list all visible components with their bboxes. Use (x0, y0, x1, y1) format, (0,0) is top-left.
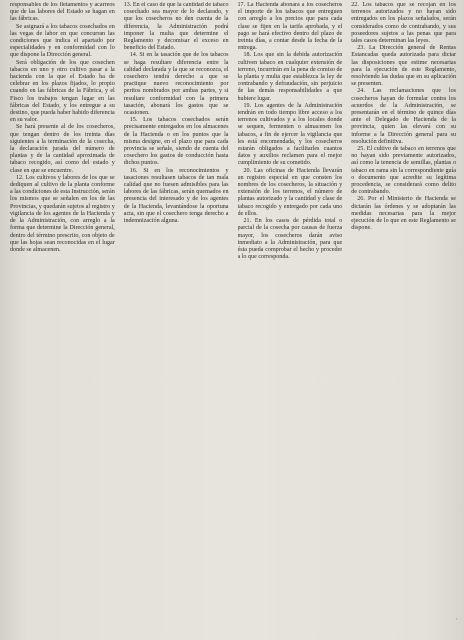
paragraph: Se hará presente al de los cosecheros, que tengan dentro de los treinta días siguientes a la terminación de la cosecha, la declaración jurada del número de plantas y de la cantidad aproximada de tabaco recogido, así como del estado y clase en que se encuentre. (10, 124, 115, 174)
paragraph: 16. Si en los reconocimientos y tasaciones resultasen tabacos de tan mala calidad que no fuesen admisibles para las labores de las fábricas, serán quemados en presencia del interesado y de los agentes de la Hacienda, levantándose la oportuna acta, sin que el cosechero tenga derecho a indemnización alguna. (123, 167, 229, 225)
paragraph: 26. Por el Ministerio de Hacienda se dictarán las órdenes y se adoptarán las medidas necesarias para la mejor ejecución de lo que en este Reglamento se dispone. (351, 196, 456, 232)
paragraph: 20. Las oficinas de Hacienda llevarán un registro especial en que consten los nombres de los cosecheros, la situación y extensión de los terrenos, el número de plantas autorizado y la cantidad y clase de tabaco recogido y entregado por cada uno de ellos. (237, 167, 343, 217)
paragraph: Será obligación de los que cosechen tabacos en uno y otro cultivo pasar a la hacienda con la que el Estado ha de celebrar en los plazos fijados, lo propio cuando en las fábricas de la Fábrica, y el Fisco los trabajos tengan lugar en las fábricas del Estado, y los entregue a su destino, que pueda haber habido diferencia en su valor. (10, 59, 115, 124)
paragraph: 22. Los tabacos que se recojan en los terrenos autorizados y no hayan sido entregados en los plazos señalados, serán considerados como de contrabando, y sus poseedores sujetos a las penas que para tales casos determinan las leyes. (351, 2, 456, 45)
paragraph: 23. La Dirección general de Rentas Estancadas queda autorizada para dictar las disposiciones que estime necesarias para la ejecución de este Reglamento, resolviendo las dudas que en su aplicación se presenten. (351, 45, 456, 88)
paragraph: 21. En los casos de pérdida total o parcial de la cosecha por causas de fuerza mayor, los cosecheros darán aviso inmediato a la Administración, para que ésta pueda comprobar el hecho y proceder a lo que corresponda. (237, 218, 343, 261)
text-columns (10, 2, 456, 636)
paragraph: responsables de los fletamentos y acarreos que de las labores del Estado se hagan en las fábricas. (10, 2, 115, 23)
paragraph: 12. Los cultivos y labores de los que se dediquen al cultivo de la planta conforme a las condiciones de esta Instrucción, serán los mismos que se señalen en los de las Provincias, y quedarán sujetos al registro y vigilancia de los agentes de la Hacienda y de la Administración, con arreglo a la forma que determine la Dirección general, dentro del término prescrito, con objeto de que las hojas sean reconocidas en el lugar donde se almacenen. (10, 174, 115, 253)
column-1 (10, 2, 115, 636)
paragraph: 18. Los que sin la debida autorización cultiven tabaco en cualquier extensión de terreno, incurrirán en la pena de comiso de la planta y multa que establezca la ley de contrabando y defraudación, sin perjuicio de las demás responsabilidades a que hubiere lugar. (237, 52, 343, 102)
paragraph: 13. En el caso de que la cantidad de tabaco cosechado sea mayor de lo declarado, y que los cosecheros no den cuenta de la diferencia, la Administración podrá imponer la multa que determine el Reglamento y decomisar el exceso en beneficio del Estado. (123, 2, 229, 52)
page-mark: · (455, 615, 458, 624)
column-4 (351, 2, 456, 636)
paragraph: Se asignará a los tabacos cosechados en las vegas de labor en que concurran las condiciones que indica el apartado por especialidades y en conformidad con lo que dispone la Dirección general. (10, 23, 115, 59)
paragraph: 19. Los agentes de la Administración tendrán en todo tiempo libre acceso a los terrenos cultivados y a los locales donde se sequen, fermenten o almacenen los tabacos, a fin de ejercer la vigilancia que les está encomendada, y los cosecheros estarán obligados a facilitarles cuantos datos y auxilios reclamen para el mejor cumplimiento de su cometido. (237, 102, 343, 167)
paragraph: 15. Los tabacos cosechados serán precisamente entregados en los almacenes de la Hacienda o en los puntos que la misma designe, en el plazo que para cada provincia se señale, siendo de cuenta del cosechero los gastos de conducción hasta dichos puntos. (123, 117, 229, 167)
paragraph: 14. Si en la tasación que de los tabacos se haga resultare diferencia entre la calidad declarada y la que se reconozca, el cosechero tendrá derecho a que se practique nuevo reconocimiento por peritos nombrados por ambas partes, y si resultare conformidad con la primera tasación, abonará los gastos que se ocasionen. (123, 52, 229, 117)
column-3 (238, 2, 343, 636)
paragraph: 24. Las reclamaciones que los cosecheros hayan de formular contra los acuerdos de la Administración, se presentarán en el término de quince días ante el Delegado de Hacienda de la provincia, quien las elevará con su informe a la Dirección general para su resolución definitiva. (351, 88, 456, 145)
column-2 (124, 2, 229, 636)
paragraph: 25. El cultivo de tabaco en terrenos que no hayan sido previamente autorizados, así como la tenencia de semillas, plantas o tabaco en rama sin la correspondiente guía o documento que acredite su legítima procedencia, se considerará como delito de contrabando. (351, 146, 456, 196)
paragraph: 17. La Hacienda abonará a los cosecheros el importe de los tabacos que entreguen con arreglo a los precios que para cada clase se fijen en la tarifa aprobada, y el pago se hará efectivo dentro del plazo de treinta días, a contar desde la fecha de la entrega. (237, 2, 343, 52)
